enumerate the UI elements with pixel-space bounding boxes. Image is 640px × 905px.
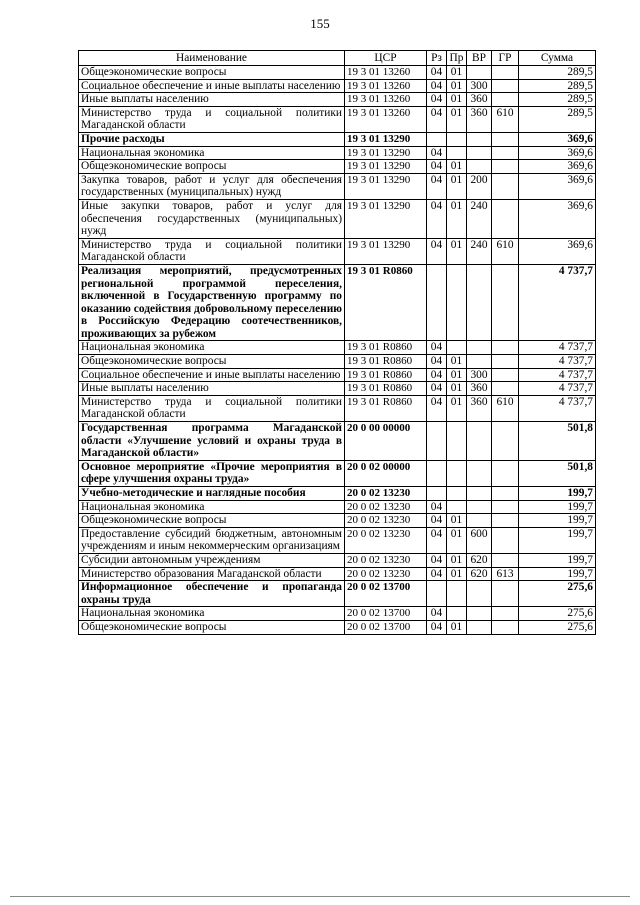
cell-vr [467, 264, 492, 341]
table-row [79, 487, 596, 501]
cell-name: Общеэкономические вопросы [79, 514, 345, 528]
cell-csr: 19 3 01 13290 [345, 238, 427, 264]
header-vr: ВР [467, 51, 492, 66]
table-row [79, 106, 596, 132]
table-row [79, 199, 596, 238]
cell-name: Прочие расходы [79, 132, 345, 146]
cell-name: Учебно-методические и наглядные пособия [79, 487, 345, 501]
cell-name: Иные выплаты населению [79, 93, 345, 107]
cell-rz: 04 [427, 173, 447, 199]
header-sum: Сумма [519, 51, 596, 66]
cell-csr: 19 3 01 13260 [345, 93, 427, 107]
cell-name: Иные закупки товаров, работ и услуг для обеспечения государственных (муниципальных) нужд [79, 199, 345, 238]
cell-gr [492, 79, 519, 93]
table-row [79, 355, 596, 369]
cell-rz: 04 [427, 500, 447, 514]
cell-name: Информационное обеспечение и пропаганда охраны труда [79, 581, 345, 607]
cell-vr: 360 [467, 106, 492, 132]
cell-name: Министерство труда и социальной политики Магаданской области [79, 238, 345, 264]
page-number: 155 [310, 16, 330, 31]
cell-rz [427, 132, 447, 146]
cell-csr: 19 3 01 R0860 [345, 264, 427, 341]
cell-pr: 01 [447, 79, 467, 93]
cell-rz: 04 [427, 341, 447, 355]
header-name: Наименование [79, 51, 345, 66]
cell-pr: 01 [447, 553, 467, 567]
cell-csr: 20 0 02 13230 [345, 567, 427, 581]
cell-gr [492, 382, 519, 396]
table-row [79, 422, 596, 461]
cell-rz: 04 [427, 199, 447, 238]
table-row [79, 160, 596, 174]
table-row [79, 341, 596, 355]
cell-gr [492, 264, 519, 341]
cell-vr [467, 620, 492, 634]
cell-vr: 360 [467, 93, 492, 107]
cell-csr: 20 0 02 13230 [345, 553, 427, 567]
cell-name: Общеэкономические вопросы [79, 66, 345, 80]
cell-csr: 19 3 01 13290 [345, 173, 427, 199]
cell-csr: 20 0 02 13230 [345, 527, 427, 553]
cell-sum: 199,7 [519, 527, 596, 553]
cell-gr [492, 132, 519, 146]
cell-gr [492, 368, 519, 382]
cell-name: Основное мероприятие «Прочие мероприятия в сфере улучшения охраны труда» [79, 460, 345, 486]
cell-name: Министерство труда и социальной политики Магаданской области [79, 106, 345, 132]
table-row [79, 581, 596, 607]
cell-pr [447, 341, 467, 355]
cell-sum: 4 737,7 [519, 341, 596, 355]
table-header-row [79, 51, 596, 66]
cell-gr: 610 [492, 106, 519, 132]
cell-sum: 275,6 [519, 607, 596, 621]
cell-rz [427, 581, 447, 607]
table-row [79, 93, 596, 107]
cell-pr: 01 [447, 93, 467, 107]
cell-sum: 4 737,7 [519, 395, 596, 421]
cell-csr: 19 3 01 13290 [345, 132, 427, 146]
cell-name: Национальная экономика [79, 607, 345, 621]
cell-rz: 04 [427, 66, 447, 80]
cell-rz: 04 [427, 355, 447, 369]
table-row [79, 132, 596, 146]
page-bottom-divider [10, 896, 630, 897]
cell-csr: 20 0 02 13230 [345, 487, 427, 501]
cell-csr: 19 3 01 R0860 [345, 382, 427, 396]
table-row [79, 527, 596, 553]
cell-pr: 01 [447, 160, 467, 174]
cell-gr [492, 527, 519, 553]
cell-csr: 19 3 01 13260 [345, 79, 427, 93]
cell-rz: 04 [427, 567, 447, 581]
cell-gr [492, 460, 519, 486]
cell-name: Социальное обеспечение и иные выплаты населению [79, 368, 345, 382]
cell-pr [447, 460, 467, 486]
cell-rz [427, 422, 447, 461]
cell-vr: 620 [467, 553, 492, 567]
header-pr: Пр [447, 51, 467, 66]
cell-rz: 04 [427, 146, 447, 160]
cell-name: Общеэкономические вопросы [79, 355, 345, 369]
table-row [79, 620, 596, 634]
cell-vr [467, 460, 492, 486]
cell-pr: 01 [447, 527, 467, 553]
table-body [79, 66, 596, 635]
cell-vr [467, 341, 492, 355]
cell-pr: 01 [447, 395, 467, 421]
cell-vr: 360 [467, 395, 492, 421]
cell-rz: 04 [427, 395, 447, 421]
cell-pr: 01 [447, 382, 467, 396]
cell-csr: 20 0 02 13700 [345, 620, 427, 634]
cell-name: Национальная экономика [79, 341, 345, 355]
cell-gr: 613 [492, 567, 519, 581]
cell-vr: 300 [467, 79, 492, 93]
cell-rz: 04 [427, 93, 447, 107]
cell-sum: 369,6 [519, 160, 596, 174]
cell-vr: 300 [467, 368, 492, 382]
cell-csr: 19 3 01 13260 [345, 66, 427, 80]
cell-gr [492, 500, 519, 514]
table-row [79, 553, 596, 567]
table-row [79, 368, 596, 382]
cell-name: Иные выплаты населению [79, 382, 345, 396]
cell-sum: 275,6 [519, 620, 596, 634]
cell-sum: 501,8 [519, 460, 596, 486]
cell-csr: 19 3 01 R0860 [345, 395, 427, 421]
cell-gr [492, 355, 519, 369]
cell-sum: 275,6 [519, 581, 596, 607]
cell-vr: 600 [467, 527, 492, 553]
cell-name: Субсидии автономным учреждениям [79, 553, 345, 567]
cell-pr [447, 487, 467, 501]
cell-rz: 04 [427, 160, 447, 174]
table-row [79, 382, 596, 396]
cell-vr [467, 607, 492, 621]
cell-pr: 01 [447, 66, 467, 80]
cell-pr [447, 146, 467, 160]
cell-vr [467, 581, 492, 607]
cell-pr: 01 [447, 355, 467, 369]
cell-gr [492, 620, 519, 634]
cell-name: Предоставление субсидий бюджетным, автономным учреждениям и иным некоммерческим организациям [79, 527, 345, 553]
cell-sum: 199,7 [519, 514, 596, 528]
cell-vr [467, 160, 492, 174]
cell-rz: 04 [427, 79, 447, 93]
cell-rz: 04 [427, 607, 447, 621]
cell-vr [467, 422, 492, 461]
cell-rz: 04 [427, 382, 447, 396]
cell-gr: 610 [492, 395, 519, 421]
table-row [79, 500, 596, 514]
cell-sum: 289,5 [519, 106, 596, 132]
cell-sum: 199,7 [519, 487, 596, 501]
cell-gr [492, 487, 519, 501]
cell-csr: 20 0 02 13230 [345, 514, 427, 528]
cell-csr: 19 3 01 13290 [345, 146, 427, 160]
cell-pr: 01 [447, 106, 467, 132]
cell-gr [492, 581, 519, 607]
header-rz: Рз [427, 51, 447, 66]
cell-sum: 289,5 [519, 66, 596, 80]
cell-pr: 01 [447, 199, 467, 238]
cell-name: Национальная экономика [79, 500, 345, 514]
cell-rz: 04 [427, 553, 447, 567]
cell-sum: 4 737,7 [519, 368, 596, 382]
table-row [79, 607, 596, 621]
cell-gr [492, 199, 519, 238]
cell-sum: 289,5 [519, 93, 596, 107]
cell-sum: 369,6 [519, 199, 596, 238]
cell-gr [492, 66, 519, 80]
cell-sum: 289,5 [519, 79, 596, 93]
cell-csr: 19 3 01 R0860 [345, 341, 427, 355]
cell-rz: 04 [427, 106, 447, 132]
table-row [79, 238, 596, 264]
cell-vr [467, 514, 492, 528]
cell-name: Общеэкономические вопросы [79, 620, 345, 634]
cell-vr [467, 500, 492, 514]
cell-gr [492, 514, 519, 528]
cell-vr [467, 355, 492, 369]
cell-pr [447, 422, 467, 461]
header-csr: ЦСР [345, 51, 427, 66]
cell-rz: 04 [427, 368, 447, 382]
cell-vr [467, 66, 492, 80]
cell-pr: 01 [447, 514, 467, 528]
cell-csr: 20 0 02 00000 [345, 460, 427, 486]
cell-rz: 04 [427, 620, 447, 634]
cell-gr [492, 341, 519, 355]
cell-rz: 04 [427, 238, 447, 264]
cell-gr [492, 93, 519, 107]
cell-sum: 4 737,7 [519, 382, 596, 396]
cell-vr [467, 487, 492, 501]
cell-pr [447, 581, 467, 607]
cell-csr: 20 0 02 13700 [345, 581, 427, 607]
cell-sum: 4 737,7 [519, 264, 596, 341]
table-row [79, 395, 596, 421]
cell-pr [447, 264, 467, 341]
cell-vr: 240 [467, 238, 492, 264]
table-row [79, 79, 596, 93]
cell-sum: 369,6 [519, 173, 596, 199]
cell-pr [447, 132, 467, 146]
table-row [79, 66, 596, 80]
cell-vr: 360 [467, 382, 492, 396]
table-row [79, 146, 596, 160]
cell-pr [447, 500, 467, 514]
cell-name: Общеэкономические вопросы [79, 160, 345, 174]
cell-csr: 20 0 02 13230 [345, 500, 427, 514]
cell-vr: 200 [467, 173, 492, 199]
cell-csr: 19 3 01 13260 [345, 106, 427, 132]
cell-pr: 01 [447, 238, 467, 264]
cell-pr: 01 [447, 620, 467, 634]
cell-pr [447, 607, 467, 621]
cell-pr: 01 [447, 173, 467, 199]
cell-gr [492, 146, 519, 160]
cell-vr [467, 132, 492, 146]
table-row [79, 264, 596, 341]
cell-pr: 01 [447, 368, 467, 382]
cell-gr [492, 422, 519, 461]
cell-gr [492, 607, 519, 621]
cell-name: Реализация мероприятий, предусмотренных региональной программой переселения, включенной в Государственную программу по оказанию содействия добровольному переселению в Российскую Федерацию соотечественников, проживающих за рубежом [79, 264, 345, 341]
cell-vr: 240 [467, 199, 492, 238]
cell-name: Социальное обеспечение и иные выплаты населению [79, 79, 345, 93]
cell-sum: 501,8 [519, 422, 596, 461]
table-row [79, 460, 596, 486]
cell-csr: 20 0 02 13700 [345, 607, 427, 621]
cell-rz: 04 [427, 527, 447, 553]
cell-gr [492, 553, 519, 567]
table-row [79, 567, 596, 581]
cell-gr [492, 160, 519, 174]
cell-vr: 620 [467, 567, 492, 581]
cell-csr: 20 0 00 00000 [345, 422, 427, 461]
cell-csr: 19 3 01 R0860 [345, 368, 427, 382]
cell-sum: 199,7 [519, 567, 596, 581]
budget-table [78, 50, 596, 635]
cell-csr: 19 3 01 R0860 [345, 355, 427, 369]
table-row [79, 173, 596, 199]
cell-name: Национальная экономика [79, 146, 345, 160]
cell-rz [427, 487, 447, 501]
cell-rz [427, 460, 447, 486]
cell-gr: 610 [492, 238, 519, 264]
cell-name: Министерство образования Магаданской области [79, 567, 345, 581]
cell-sum: 199,7 [519, 500, 596, 514]
cell-vr [467, 146, 492, 160]
cell-rz: 04 [427, 514, 447, 528]
cell-rz [427, 264, 447, 341]
cell-gr [492, 173, 519, 199]
cell-name: Закупка товаров, работ и услуг для обеспечения государственных (муниципальных) нужд [79, 173, 345, 199]
cell-sum: 199,7 [519, 553, 596, 567]
cell-sum: 369,6 [519, 238, 596, 264]
table-row [79, 514, 596, 528]
cell-sum: 369,6 [519, 132, 596, 146]
cell-csr: 19 3 01 13290 [345, 160, 427, 174]
cell-name: Государственная программа Магаданской области «Улучшение условий и охраны труда в Магаданской области» [79, 422, 345, 461]
cell-csr: 19 3 01 13290 [345, 199, 427, 238]
header-gr: ГР [492, 51, 519, 66]
cell-sum: 4 737,7 [519, 355, 596, 369]
cell-name: Министерство труда и социальной политики Магаданской области [79, 395, 345, 421]
cell-sum: 369,6 [519, 146, 596, 160]
cell-pr: 01 [447, 567, 467, 581]
